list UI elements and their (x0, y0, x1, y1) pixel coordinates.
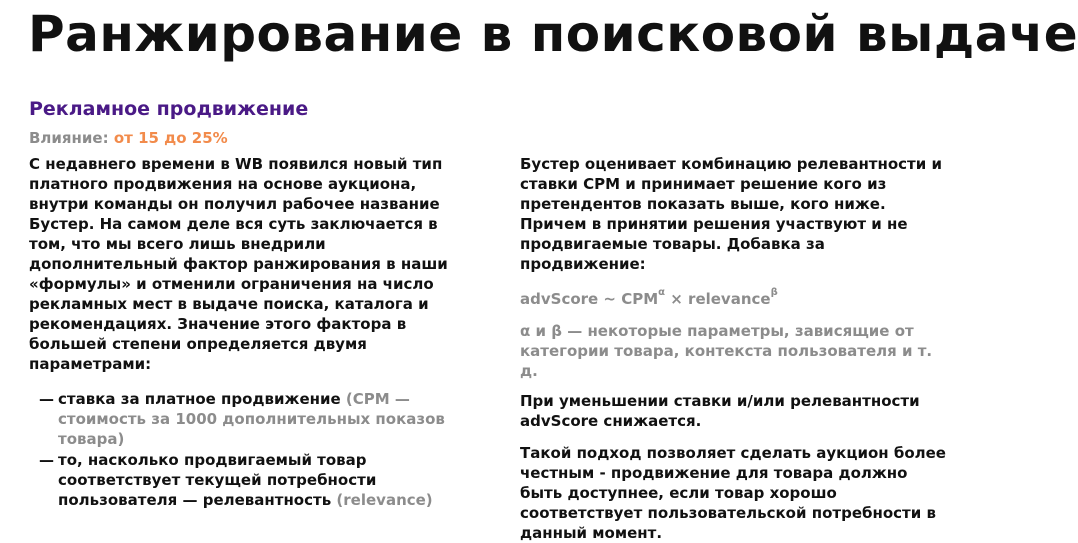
list-item-note: (CPM — стоимость за 1000 дополнительных показов товара) (58, 390, 445, 448)
dash-bullet: — (39, 451, 54, 469)
list-item (29, 450, 469, 510)
left-paragraph: С недавнего времени в WB появился новый тип платного продвижения на основе аукциона, внутри команды он получил рабочее название Бустер. На самом деле вся суть заключается в том, что мы всего лишь внедрили дополнительный фактор ранжирования в наши «формулы» и отменили ограничения на число рекламных мест в выдаче поиска, каталога и рекомендациях. Значение этого фактора в большей степени определяется двумя параметрами: (29, 155, 448, 373)
formula-left: advScore ~ CPM (520, 290, 659, 308)
left-column (29, 154, 469, 511)
list-item (29, 389, 469, 449)
influence-label: Влияние: (29, 129, 109, 147)
list-item-note: (relevance) (336, 491, 433, 509)
beta-exponent: β (770, 287, 778, 298)
dash-bullet: — (39, 390, 54, 408)
right-paragraph-decrease: При уменьшении ставки и/или релевантности advScore снижается. (520, 392, 920, 430)
advscore-formula (520, 288, 950, 310)
parameters-list (29, 389, 469, 510)
page-title: Ранжирование в поисковой выдаче (28, 5, 1078, 63)
right-paragraph-conclusion: Такой подход позволяет сделать аукцион более честным - продвижение для товара должно быть доступнее, если товар хорошо соответствует пользовательской потребности в данный момент. (520, 444, 946, 542)
section-subtitle: Рекламное продвижение (29, 98, 309, 120)
influence-value: от 15 до 25% (113, 129, 228, 147)
influence-line (29, 128, 228, 148)
right-paragraph-intro: Бустер оценивает комбинацию релевантности и ставки CPM и принимает решение кого из претендентов показать выше, кого ниже. Причем в принятии решения участвуют и не продвигаемые товары. Добавка за продвижение: (520, 155, 942, 273)
right-column (520, 154, 950, 543)
formula-params-note: α и β — некоторые параметры, зависящие от категории товара, контекста пользователя и т. д. (520, 322, 933, 380)
formula-mid: × relevance (665, 290, 771, 308)
list-item-text: то, насколько продвигаемый товар соответствует текущей потребности пользователя — релевантность (58, 451, 377, 509)
list-item-text: ставка за платное продвижение (58, 390, 341, 408)
alpha-exponent: α (658, 287, 666, 298)
